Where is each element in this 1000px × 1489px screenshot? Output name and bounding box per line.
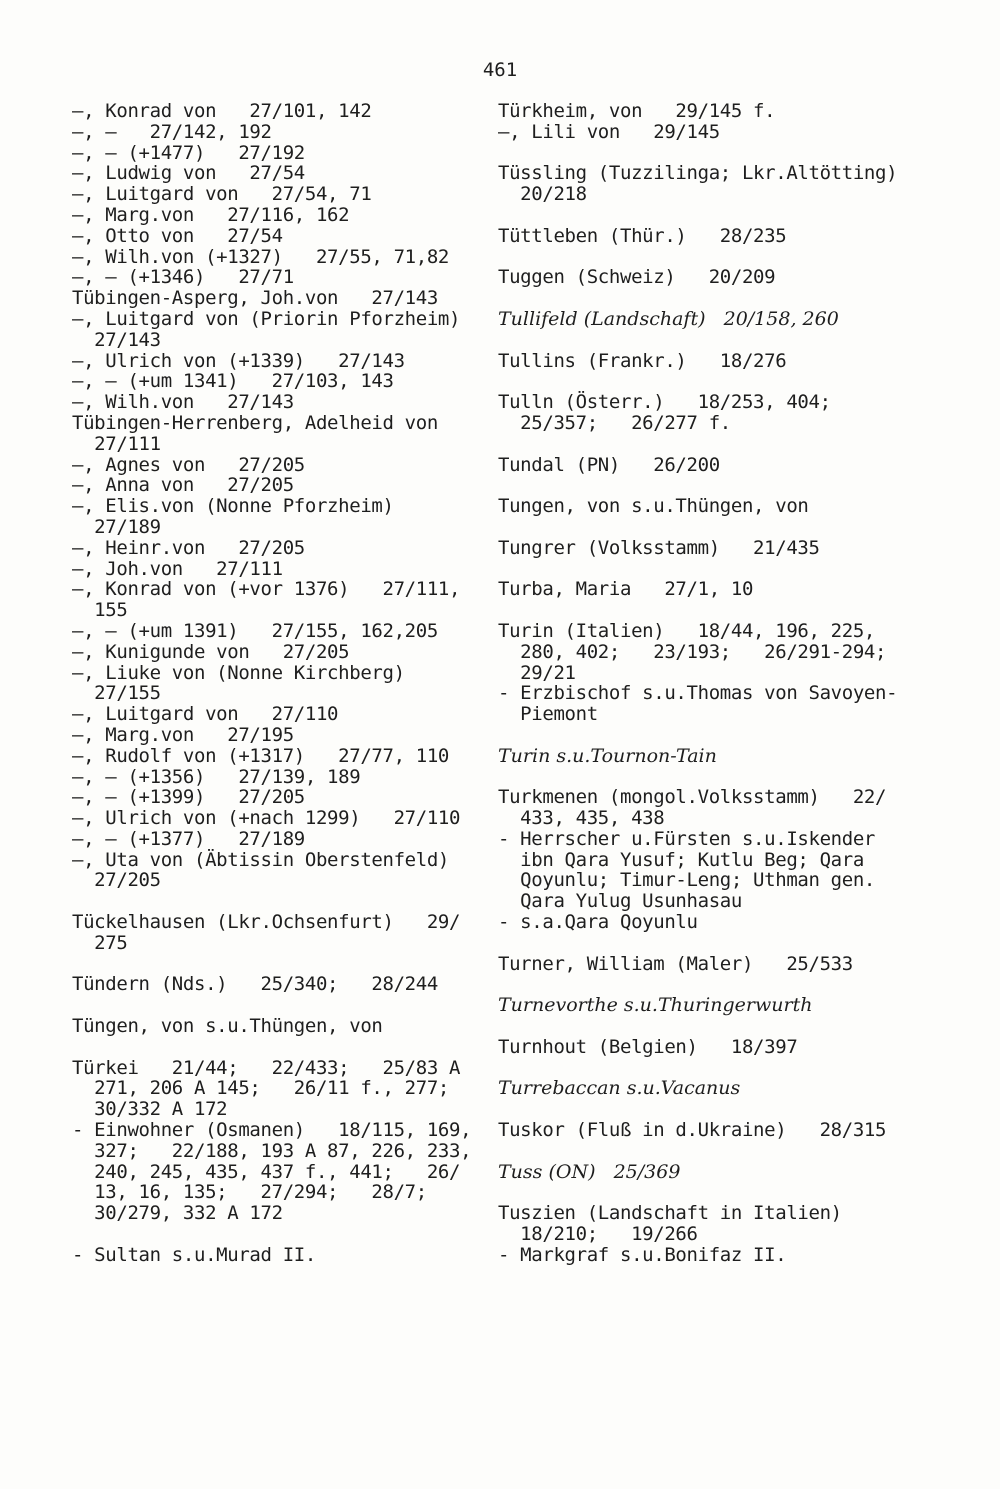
index-entry: —, Konrad von (+vor 1376) 27/111, — [72, 578, 461, 601]
index-entry: —, Joh.von 27/111 — [72, 557, 283, 580]
index-entry: —, Ulrich von (+1339) 27/143 — [72, 349, 405, 372]
index-entry: Tullins (Frankr.) 18/276 — [498, 349, 787, 372]
index-entry-continuation: Qoyunlu; Timur-Leng; Uthman gen. — [498, 869, 876, 892]
entry-spacer — [498, 933, 918, 954]
index-entry-continuation: 29/21 — [498, 661, 576, 684]
entry-spacer — [498, 1182, 918, 1203]
entry-spacer — [498, 143, 918, 164]
index-entry: —, Wilh.von (+1327) 27/55, 71,82 — [72, 245, 450, 268]
entry-spacer — [498, 767, 918, 788]
index-entry: —, — (+1377) 27/189 — [72, 827, 305, 850]
entry-spacer — [498, 475, 918, 496]
index-entry: - Erzbischof s.u.Thomas von Savoyen- — [498, 682, 898, 705]
index-entry-continuation: 18/210; 19/266 — [498, 1223, 698, 1246]
index-entry: —, Marg.von 27/116, 162 — [72, 203, 350, 226]
entry-spacer — [498, 1016, 918, 1037]
index-entry: Turnhout (Belgien) 18/397 — [498, 1035, 798, 1058]
entry-spacer — [72, 1037, 472, 1058]
index-entry: Tuss (ON) 25/369 — [498, 1160, 681, 1183]
index-entry-continuation: 433, 435, 438 — [498, 807, 665, 830]
index-entry-continuation: 25/357; 26/277 f. — [498, 411, 731, 434]
index-entry: —, — (+1346) 27/71 — [72, 266, 294, 289]
index-entry: Türkheim, von 29/145 f. — [498, 100, 776, 122]
page-number: 461 — [482, 59, 518, 81]
index-entry: Turnevorthe s.u.Thuringerwurth — [498, 994, 813, 1017]
index-entry-continuation: 271, 206 A 145; 26/11 f., 277; — [72, 1077, 450, 1100]
index-entry: Tungrer (Volksstamm) 21/435 — [498, 536, 820, 559]
index-entry-continuation: 155 — [72, 599, 128, 622]
entry-spacer — [498, 974, 918, 995]
entry-spacer — [498, 434, 918, 455]
index-entry: Tuszien (Landschaft in Italien) — [498, 1202, 842, 1225]
entry-spacer — [498, 288, 918, 309]
index-entry-continuation: 240, 245, 435, 437 f., 441; 26/ — [72, 1160, 461, 1183]
index-entry: —, — 27/142, 192 — [72, 120, 272, 143]
index-entry: —, Luitgard von 27/54, 71 — [72, 183, 372, 206]
entry-spacer — [72, 995, 472, 1016]
index-entry: —, — (+1356) 27/139, 189 — [72, 765, 361, 788]
index-entry: Tüssling (Tuzzilinga; Lkr.Altötting) — [498, 162, 898, 185]
entry-spacer — [498, 1058, 918, 1079]
entry-spacer — [498, 517, 918, 538]
index-entry: - s.a.Qara Qoyunlu — [498, 911, 698, 934]
index-entry: —, — (+1399) 27/205 — [72, 786, 305, 809]
index-entry: —, Liuke von (Nonne Kirchberg) — [72, 661, 405, 684]
index-entry: Turin (Italien) 18/44, 196, 225, — [498, 619, 876, 642]
entry-spacer — [72, 891, 472, 912]
index-entry: Turba, Maria 27/1, 10 — [498, 578, 754, 601]
index-entry: Turrebaccan s.u.Vacanus — [498, 1077, 741, 1100]
index-entry-continuation: 27/205 — [72, 869, 161, 892]
index-entry-continuation: ibn Qara Yusuf; Kutlu Beg; Qara — [498, 848, 864, 871]
index-entry: —, Rudolf von (+1317) 27/77, 110 — [72, 744, 450, 767]
index-entry: —, Ludwig von 27/54 — [72, 162, 305, 185]
entry-spacer — [498, 371, 918, 392]
index-entry: —, Wilh.von 27/143 — [72, 391, 294, 414]
index-entry-continuation: 27/189 — [72, 515, 161, 538]
entry-spacer — [498, 1099, 918, 1120]
index-entry: —, Heinr.von 27/205 — [72, 536, 305, 559]
entry-spacer — [498, 1141, 918, 1162]
index-entry: —, Luitgard von 27/110 — [72, 703, 339, 726]
index-entry: —, Elis.von (Nonne Pforzheim) — [72, 495, 394, 518]
index-entry: —, Lili von 29/145 — [498, 120, 720, 143]
entry-spacer — [72, 1224, 472, 1245]
index-entry: Tündern (Nds.) 25/340; 28/244 — [72, 973, 438, 996]
index-entry-continuation: 30/332 A 172 — [72, 1098, 228, 1121]
index-entry-continuation: 327; 22/188, 193 A 87, 226, 233, — [72, 1139, 472, 1162]
index-entry: - Herrscher u.Fürsten s.u.Iskender — [498, 827, 876, 850]
index-entry: —, Ulrich von (+nach 1299) 27/110 — [72, 807, 461, 830]
index-entry: Turin s.u.Tournon-Tain — [498, 744, 717, 767]
index-entry-continuation: 27/155 — [72, 682, 161, 705]
index-entry: - Markgraf s.u.Bonifaz II. — [498, 1243, 787, 1266]
index-entry: Tuggen (Schweiz) 20/209 — [498, 266, 776, 289]
index-entry-continuation: Qara Yulug Usunhasau — [498, 890, 742, 913]
index-entry: Tullifeld (Landschaft) 20/158, 260 — [498, 307, 839, 330]
index-entry: - Einwohner (Osmanen) 18/115, 169, — [72, 1119, 472, 1142]
entry-spacer — [498, 725, 918, 746]
index-entry: Tulln (Österr.) 18/253, 404; — [498, 391, 831, 414]
entry-spacer — [498, 559, 918, 580]
index-entry: Tundal (PN) 26/200 — [498, 453, 720, 476]
index-entry-continuation: 275 — [72, 931, 128, 954]
index-entry: Tübingen-Asperg, Joh.von 27/143 — [72, 287, 438, 310]
entry-spacer — [72, 954, 472, 975]
entry-spacer — [498, 205, 918, 226]
index-entry-continuation: 30/279, 332 A 172 — [72, 1202, 283, 1225]
index-entry: —, Otto von 27/54 — [72, 224, 283, 247]
index-entry-continuation: Piemont — [498, 703, 598, 726]
index-entry: —, — (+1477) 27/192 — [72, 141, 305, 164]
index-entry: Tückelhausen (Lkr.Ochsenfurt) 29/ — [72, 911, 461, 934]
index-entry: —, Konrad von 27/101, 142 — [72, 100, 372, 122]
index-entry: Tüngen, von s.u.Thüngen, von — [72, 1015, 383, 1038]
entry-spacer — [498, 600, 918, 621]
index-entry: —, Kunigunde von 27/205 — [72, 640, 350, 663]
index-entry: - Sultan s.u.Murad II. — [72, 1243, 316, 1266]
index-entry: —, Anna von 27/205 — [72, 474, 294, 497]
index-entry-continuation: 27/143 — [72, 328, 161, 351]
index-entry: —, — (+um 1391) 27/155, 162,205 — [72, 619, 438, 642]
index-entry: —, Uta von (Äbtissin Oberstenfeld) — [72, 848, 450, 871]
index-entry: Tüttleben (Thür.) 28/235 — [498, 224, 787, 247]
index-entry-continuation: 27/111 — [72, 432, 161, 455]
index-entry: —, Luitgard von (Priorin Pforzheim) — [72, 307, 461, 330]
index-entry-continuation: 13, 16, 135; 27/294; 28/7; — [72, 1181, 427, 1204]
index-entry: —, Agnes von 27/205 — [72, 453, 305, 476]
index-entry: —, Marg.von 27/195 — [72, 723, 294, 746]
left-column — [72, 101, 472, 1266]
index-entry-continuation: 20/218 — [498, 183, 587, 206]
index-entry: Tübingen-Herrenberg, Adelheid von — [72, 411, 438, 434]
entry-spacer — [498, 330, 918, 351]
index-entry: Tuskor (Fluß in d.Ukraine) 28/315 — [498, 1119, 887, 1142]
index-entry: Türkei 21/44; 22/433; 25/83 A — [72, 1056, 461, 1079]
index-entry-continuation: 280, 402; 23/193; 26/291-294; — [498, 640, 887, 663]
right-column — [498, 101, 918, 1266]
index-entry: —, — (+um 1341) 27/103, 143 — [72, 370, 394, 393]
entry-spacer — [498, 247, 918, 268]
index-entry: Turkmenen (mongol.Volksstamm) 22/ — [498, 786, 887, 809]
index-entry: Tungen, von s.u.Thüngen, von — [498, 495, 809, 518]
index-entry: Turner, William (Maler) 25/533 — [498, 952, 853, 975]
